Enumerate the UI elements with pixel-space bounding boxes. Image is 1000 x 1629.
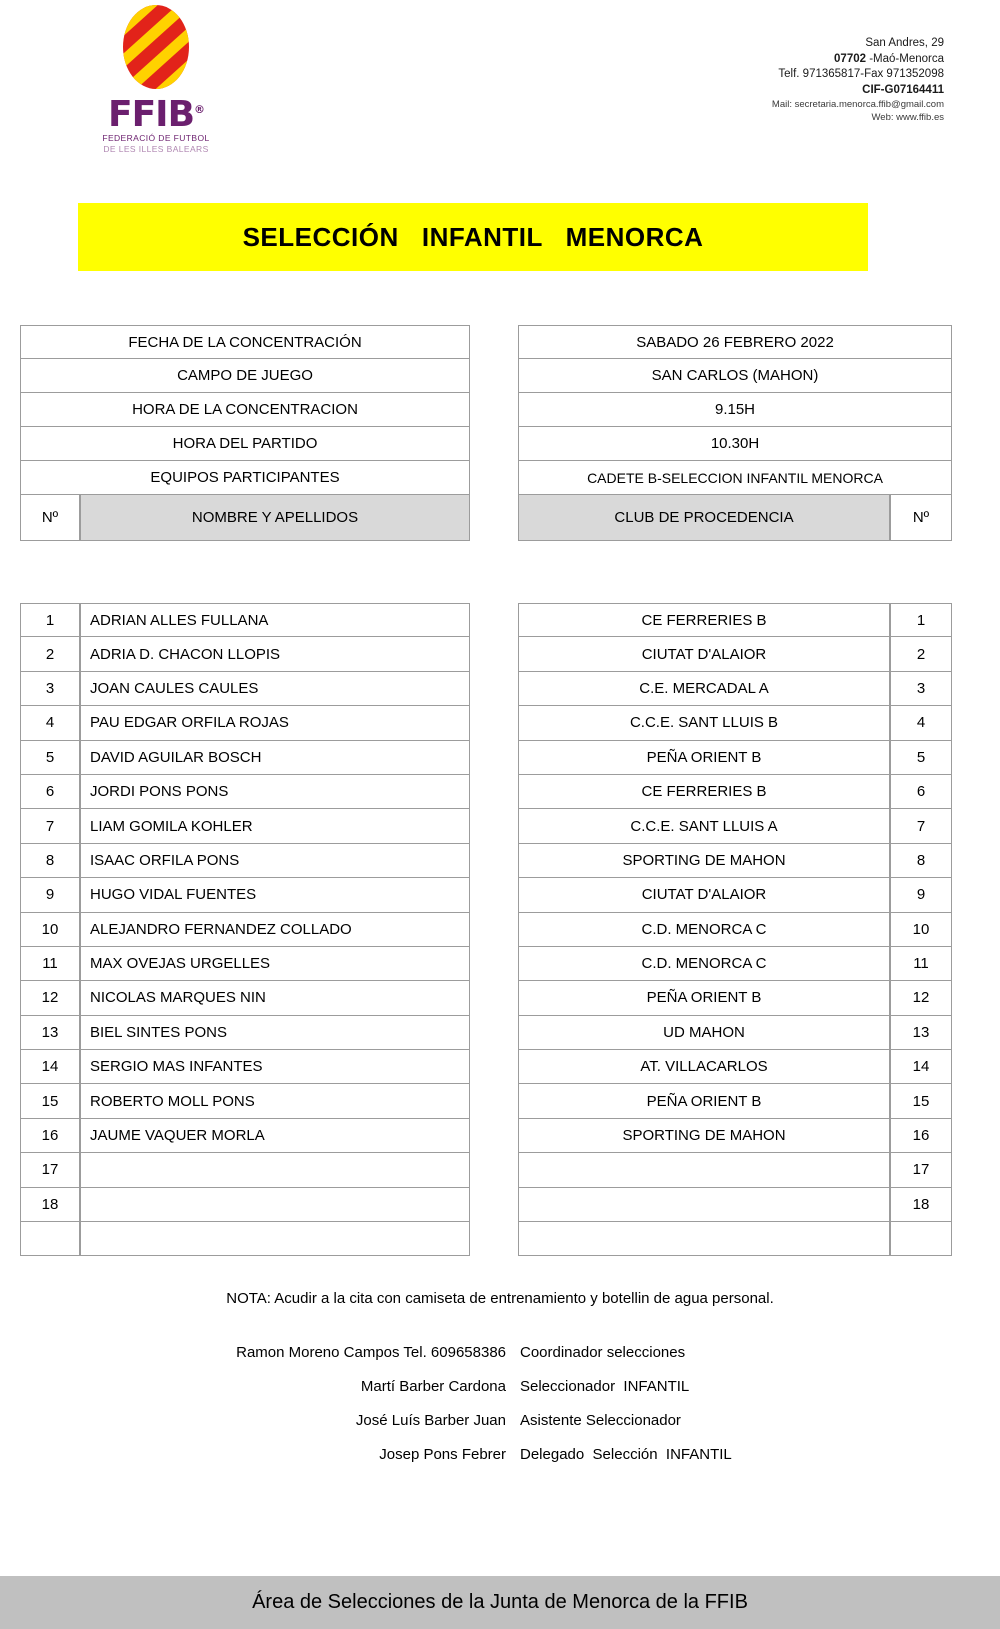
table-row [20, 809, 952, 843]
row-number-left: 10 [20, 913, 80, 947]
row-number-right: 4 [890, 706, 952, 740]
column-header-name: NOMBRE Y APELLIDOS [80, 495, 470, 541]
address-postcode: 07702 [834, 52, 867, 65]
row-club[interactable] [518, 1222, 890, 1256]
roster-table-header [20, 495, 952, 541]
row-player-name: ADRIAN ALLES FULLANA [80, 603, 470, 637]
row-number-left: 14 [20, 1050, 80, 1084]
row-gap [470, 878, 518, 912]
row-number-left: 4 [20, 706, 80, 740]
table-row [20, 1188, 952, 1222]
row-club: PEÑA ORIENT B [518, 741, 890, 775]
table-row [20, 1153, 952, 1187]
row-club: CE FERRERIES B [518, 603, 890, 637]
address-street: San Andres, 29 [865, 37, 944, 49]
row-gap [470, 741, 518, 775]
signature-role: Coordinador selecciones [520, 1343, 686, 1361]
signature-row [0, 1369, 1000, 1403]
row-number-right: 1 [890, 603, 952, 637]
row-number-right: 13 [890, 1016, 952, 1050]
info-row [20, 393, 952, 427]
row-gap [470, 844, 518, 878]
info-value: 10.30H [518, 427, 952, 461]
note-text: NOTA: Acudir a la cita con camiseta de entrenamiento y botellin de agua personal. [226, 1290, 774, 1307]
row-number-left: 12 [20, 981, 80, 1015]
row-gap [470, 809, 518, 843]
row-player-name: SERGIO MAS INFANTES [80, 1050, 470, 1084]
registered-mark: ® [194, 103, 205, 116]
row-player-name: LIAM GOMILA KOHLER [80, 809, 470, 843]
row-club: SPORTING DE MAHON [518, 1119, 890, 1153]
table-row [20, 1050, 952, 1084]
signature-role: Seleccionador INFANTIL [520, 1377, 690, 1395]
address-cif: CIF-G07164411 [862, 83, 944, 96]
info-label: EQUIPOS PARTICIPANTES [20, 461, 470, 495]
row-gap [470, 981, 518, 1015]
row-number-left: 7 [20, 809, 80, 843]
row-number-left: 5 [20, 741, 80, 775]
row-club: UD MAHON [518, 1016, 890, 1050]
info-row [20, 325, 952, 359]
row-club: C.D. MENORCA C [518, 947, 890, 981]
row-gap [470, 637, 518, 671]
column-header-number-left: Nº [20, 495, 80, 541]
row-number-left: 9 [20, 878, 80, 912]
row-player-name: ROBERTO MOLL PONS [80, 1084, 470, 1118]
row-number-right: 3 [890, 672, 952, 706]
row-number-left: 15 [20, 1084, 80, 1118]
signature-row [0, 1437, 1000, 1471]
document-header [0, 0, 1000, 170]
table-row [20, 741, 952, 775]
table-row [20, 603, 952, 637]
page-title: SELECCIÓN INFANTIL MENORCA [242, 221, 704, 252]
info-label: HORA DEL PARTIDO [20, 427, 470, 461]
row-gap [470, 775, 518, 809]
row-number-left: 2 [20, 637, 80, 671]
info-label: HORA DE LA CONCENTRACION [20, 393, 470, 427]
info-row [20, 427, 952, 461]
row-player-name: PAU EDGAR ORFILA ROJAS [80, 706, 470, 740]
info-label: FECHA DE LA CONCENTRACIÓN [20, 325, 470, 359]
signature-role: Delegado Selección INFANTIL [520, 1445, 732, 1463]
row-player-name: HUGO VIDAL FUENTES [80, 878, 470, 912]
table-row [20, 947, 952, 981]
row-number-left: 11 [20, 947, 80, 981]
row-number-right: 8 [890, 844, 952, 878]
row-club: CIUTAT D'ALAIOR [518, 878, 890, 912]
address-mail: Mail: secretaria.menorca.ffib@gmail.com [771, 99, 944, 110]
row-club[interactable] [518, 1153, 890, 1187]
table-row [20, 981, 952, 1015]
row-number-left: 16 [20, 1119, 80, 1153]
row-club: C.E. MERCADAL A [518, 672, 890, 706]
row-number-right: 14 [890, 1050, 952, 1084]
info-value: SAN CARLOS (MAHON) [518, 359, 952, 393]
table-row [20, 1119, 952, 1153]
table-row [20, 1222, 952, 1256]
row-club: CE FERRERIES B [518, 775, 890, 809]
info-value: CADETE B-SELECCION INFANTIL MENORCA [518, 461, 952, 495]
row-gap [470, 603, 518, 637]
ffib-logo [96, 4, 216, 155]
table-row [20, 878, 952, 912]
row-number-left: 13 [20, 1016, 80, 1050]
row-gap [470, 1222, 518, 1256]
row-gap [470, 1119, 518, 1153]
row-gap [470, 1188, 518, 1222]
row-gap [470, 672, 518, 706]
info-row [20, 359, 952, 393]
match-info-table [20, 325, 952, 541]
row-number-right: 10 [890, 913, 952, 947]
signature-name: Martí Barber Cardona [360, 1377, 506, 1395]
title-banner [78, 203, 868, 271]
row-gap [470, 947, 518, 981]
row-player-name: NICOLAS MARQUES NIN [80, 981, 470, 1015]
row-club: C.C.E. SANT LLUIS A [518, 809, 890, 843]
row-gap [470, 1050, 518, 1084]
logo-wordmark-text: FFIB [107, 94, 195, 135]
row-player-name: JOAN CAULES CAULES [80, 672, 470, 706]
logo-subtitle-line1: FEDERACIÓ DE FUTBOL [102, 133, 210, 143]
address-city-line [772, 52, 944, 68]
logo-subtitle-line2: DE LES ILLES BALEARS [103, 144, 209, 154]
row-club: CIUTAT D'ALAIOR [518, 637, 890, 671]
footer-banner [0, 1576, 1000, 1629]
table-row [20, 844, 952, 878]
signature-row [0, 1335, 1000, 1369]
table-row [20, 1084, 952, 1118]
footer-text: Área de Selecciones de la Junta de Menorca de la FFIB [252, 1591, 748, 1613]
row-player-name[interactable] [80, 1188, 470, 1222]
row-number-right: 7 [890, 809, 952, 843]
row-number-left: 8 [20, 844, 80, 878]
row-player-name: ALEJANDRO FERNANDEZ COLLADO [80, 913, 470, 947]
column-header-number-right: Nº [890, 495, 952, 541]
row-number-right: 11 [890, 947, 952, 981]
info-label: CAMPO DE JUEGO [20, 359, 470, 393]
row-player-name[interactable] [80, 1222, 470, 1256]
row-number-left: 1 [20, 603, 80, 637]
row-gap [470, 1153, 518, 1187]
row-gap [470, 706, 518, 740]
info-row [20, 461, 952, 495]
row-number-right: 6 [890, 775, 952, 809]
signature-name: Josep Pons Febrer [379, 1445, 506, 1463]
row-number-left: 17 [20, 1153, 80, 1187]
row-number-left: 6 [20, 775, 80, 809]
row-club: AT. VILLACARLOS [518, 1050, 890, 1084]
row-club[interactable] [518, 1188, 890, 1222]
row-player-name: JORDI PONS PONS [80, 775, 470, 809]
address-city: -Maó-Menorca [869, 52, 944, 65]
row-player-name: DAVID AGUILAR BOSCH [80, 741, 470, 775]
table-row [20, 706, 952, 740]
row-gap [470, 913, 518, 947]
row-club: PEÑA ORIENT B [518, 1084, 890, 1118]
roster-table-body [20, 603, 952, 1256]
column-gap [470, 495, 518, 541]
info-value: 9.15H [518, 393, 952, 427]
row-gap [470, 1016, 518, 1050]
row-number-right: 16 [890, 1119, 952, 1153]
table-row [20, 775, 952, 809]
signature-row [0, 1403, 1000, 1437]
row-number-left [20, 1222, 80, 1256]
row-club: PEÑA ORIENT B [518, 981, 890, 1015]
column-header-club: CLUB DE PROCEDENCIA [518, 495, 890, 541]
address-phones: Telf. 971365817-Fax 971352098 [778, 68, 944, 80]
row-player-name: ADRIA D. CHACON LLOPIS [80, 637, 470, 671]
table-row [20, 913, 952, 947]
signature-name: Ramon Moreno Campos Tel. 609658386 [236, 1343, 506, 1361]
row-gap [470, 1084, 518, 1118]
logo-wordmark [108, 92, 204, 133]
row-number-right: 12 [890, 981, 952, 1015]
row-player-name: MAX OVEJAS URGELLES [80, 947, 470, 981]
table-row [20, 637, 952, 671]
row-number-right [890, 1222, 952, 1256]
row-club: C.C.E. SANT LLUIS B [518, 706, 890, 740]
signature-role: Asistente Seleccionador [520, 1411, 681, 1429]
row-number-right: 2 [890, 637, 952, 671]
table-row [20, 672, 952, 706]
row-club: C.D. MENORCA C [518, 913, 890, 947]
row-number-right: 5 [890, 741, 952, 775]
row-number-right: 18 [890, 1188, 952, 1222]
info-value: SABADO 26 FEBRERO 2022 [518, 325, 952, 359]
row-player-name[interactable] [80, 1153, 470, 1187]
ffib-shield-icon [119, 4, 193, 90]
row-number-right: 15 [890, 1084, 952, 1118]
row-club: SPORTING DE MAHON [518, 844, 890, 878]
address-block [772, 36, 944, 124]
row-player-name: JAUME VAQUER MORLA [80, 1119, 470, 1153]
row-number-right: 17 [890, 1153, 952, 1187]
signature-name: José Luís Barber Juan [355, 1411, 506, 1429]
row-player-name: BIEL SINTES PONS [80, 1016, 470, 1050]
row-player-name: ISAAC ORFILA PONS [80, 844, 470, 878]
signature-list [0, 1335, 1000, 1471]
table-row [20, 1016, 952, 1050]
row-number-left: 18 [20, 1188, 80, 1222]
row-number-right: 9 [890, 878, 952, 912]
address-web: Web: www.ffib.es [871, 112, 944, 123]
row-number-left: 3 [20, 672, 80, 706]
